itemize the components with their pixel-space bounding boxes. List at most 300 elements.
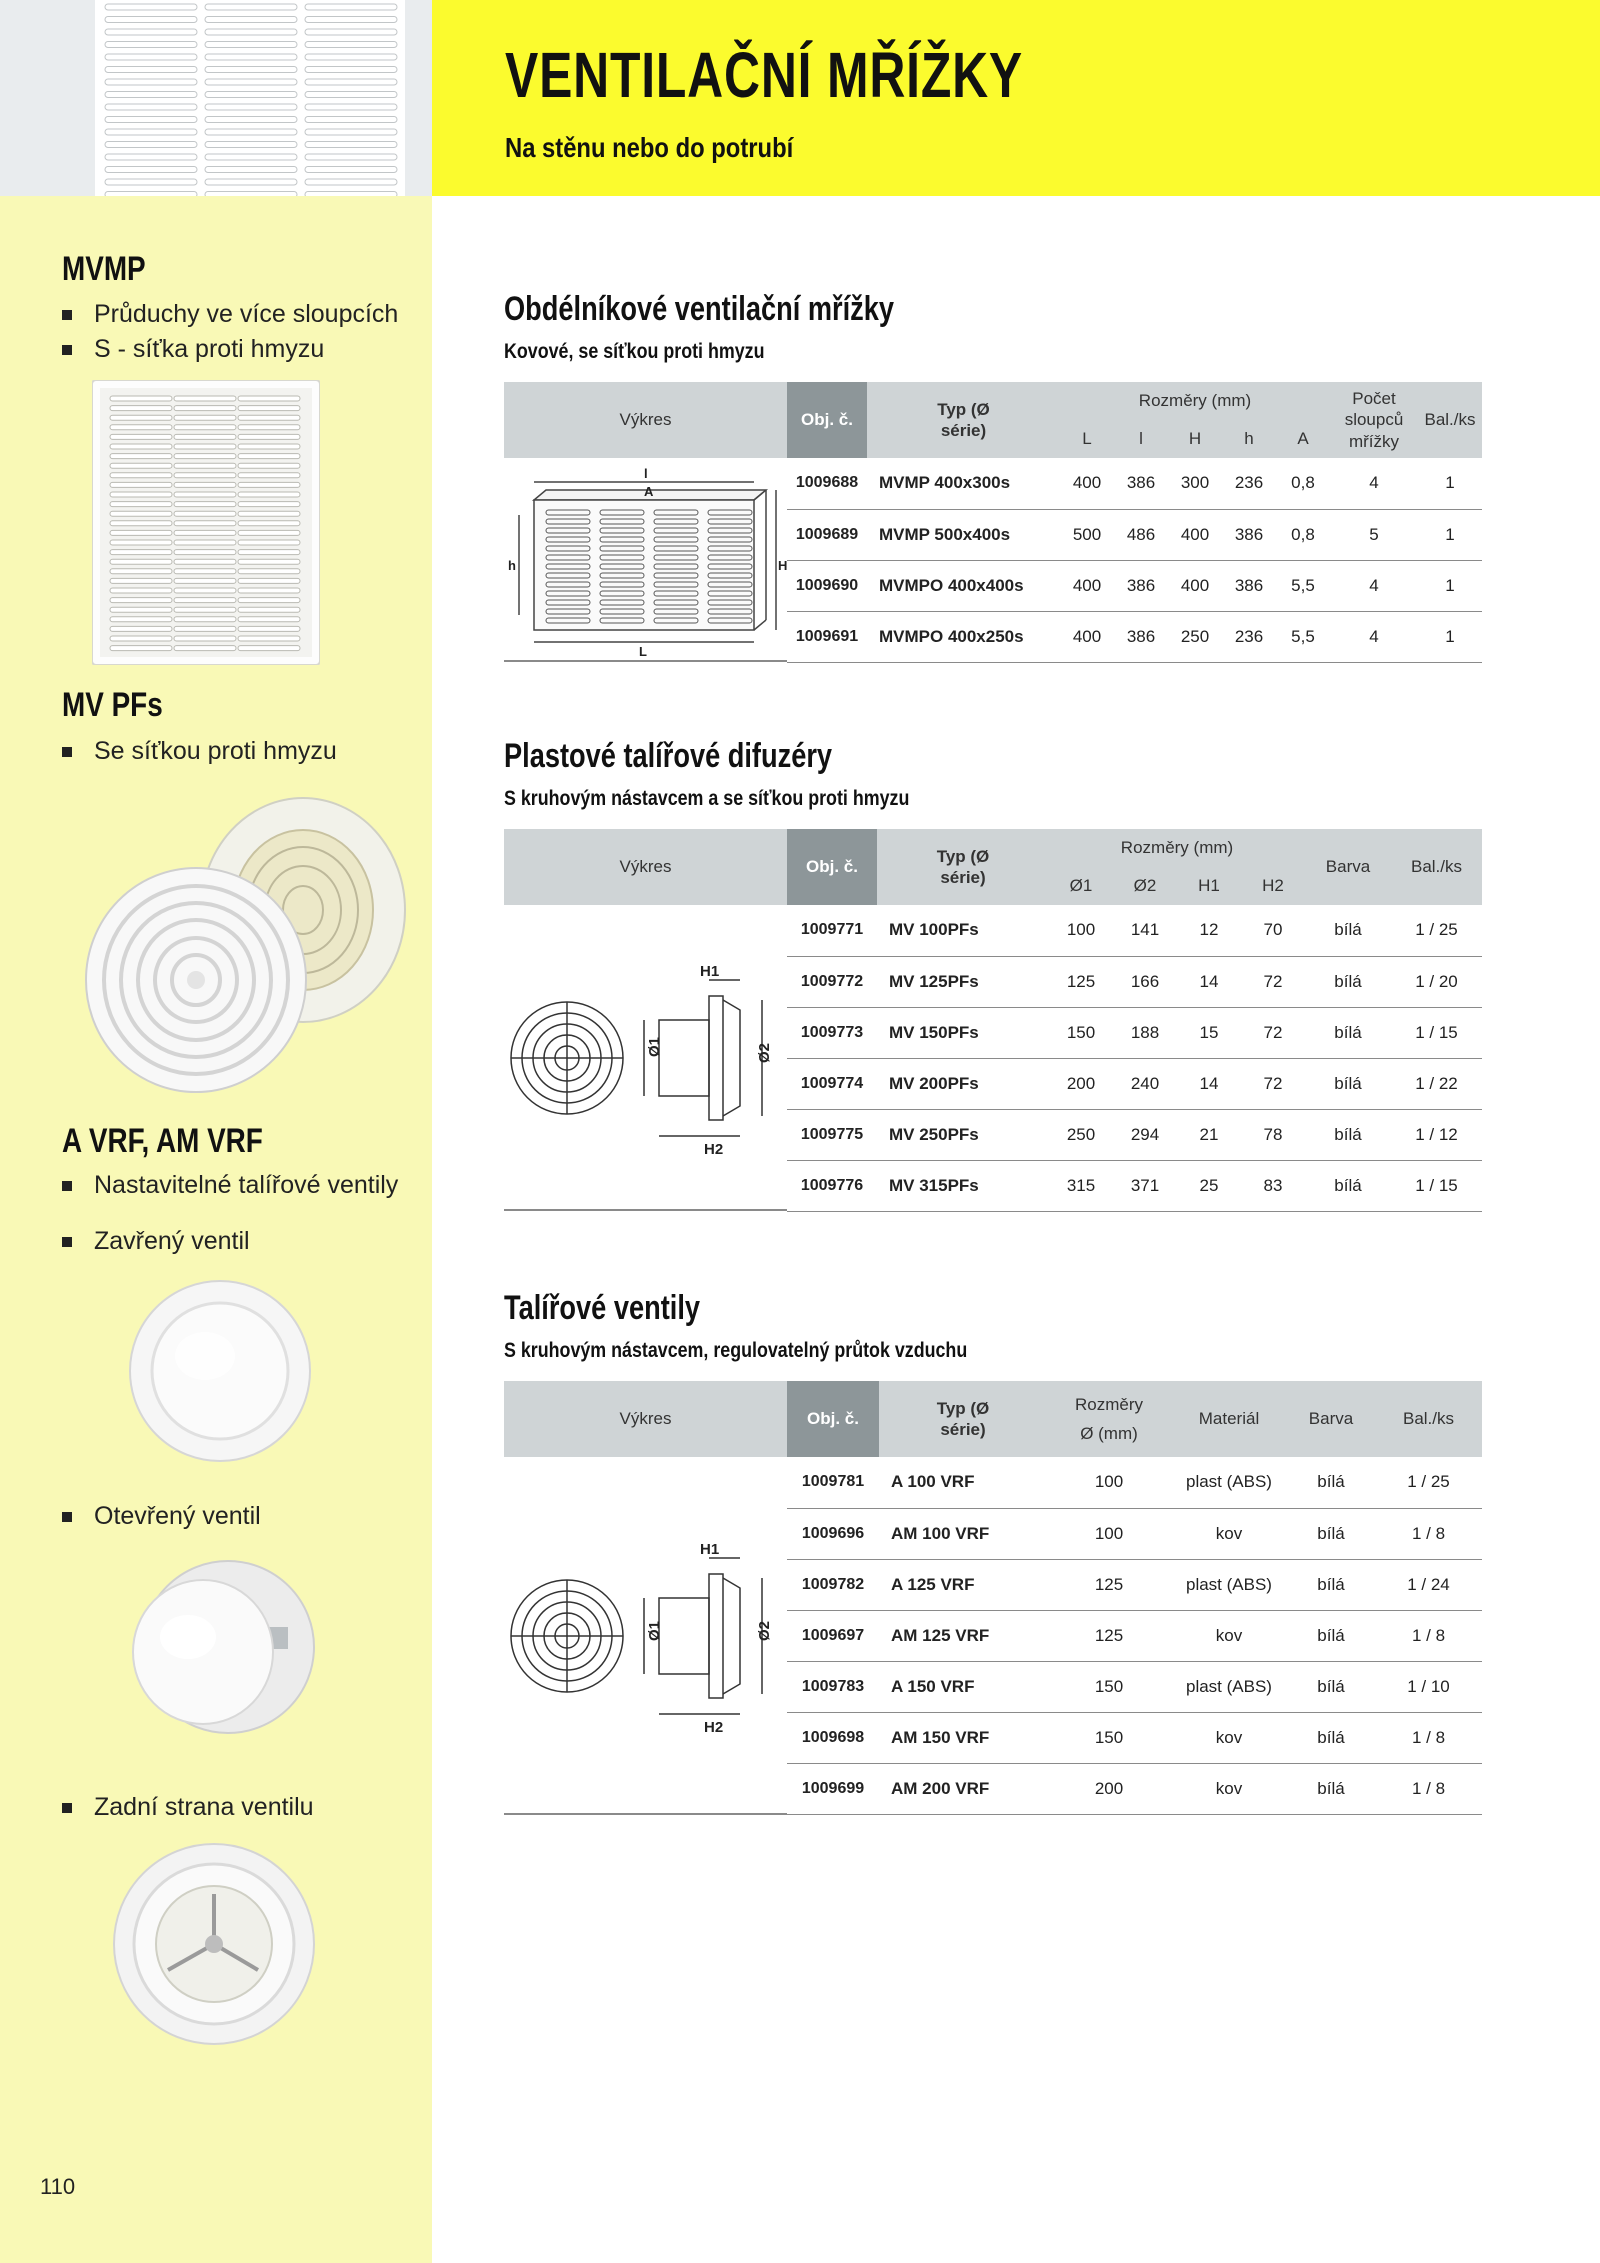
drawing-label-a: A [644,484,654,499]
cell-typ: A 150 VRF [879,1661,1047,1712]
cell-pack: 1 / 25 [1375,1457,1482,1508]
cell-color: bílá [1305,1109,1391,1160]
drawing-label-h: h [508,558,516,573]
cell-pack: 1 / 12 [1391,1109,1482,1160]
slat [238,396,300,401]
cell-dim: 500 [1060,509,1114,560]
cell-obj: 1009691 [787,611,867,662]
slat [305,179,397,185]
col-header-material: Materiál [1171,1381,1287,1457]
slat [105,29,197,35]
cell-dim: 188 [1113,1007,1177,1058]
slat [110,588,172,593]
slat [238,607,300,612]
cell-dim: 236 [1222,611,1276,662]
cell-dim: 83 [1241,1160,1305,1211]
drawing-label-h1: H1 [700,1540,720,1558]
col-header-obj: Obj. č. [787,1381,879,1457]
slat [105,129,197,135]
cell-material: plast (ABS) [1171,1661,1287,1712]
valve-drawing [504,1457,787,1814]
slat [238,550,300,555]
slat [305,142,397,148]
slat [205,17,297,23]
cell-cols: 4 [1330,560,1418,611]
slat [174,415,236,420]
cell-typ: MV 125PFs [877,956,1049,1007]
cell-typ: AM 100 VRF [879,1508,1047,1559]
col-header-drawing: Výkres [504,1381,787,1457]
cell-pack: 1 / 24 [1375,1559,1482,1610]
col-header-typ: Typ (Ø série) [867,382,1060,458]
slat [110,626,172,631]
cell-pack: 1 / 15 [1391,1160,1482,1211]
col-header-cols: Počet sloupců mřížky [1330,382,1418,458]
table-row [504,1457,1482,1508]
slat [174,636,236,641]
section-title-valves: Talířové ventily [504,1289,701,1327]
cell-dim: 386 [1222,560,1276,611]
slat [174,598,236,603]
cell-dim: 21 [1177,1109,1241,1160]
slat [238,492,300,497]
slat [238,406,300,411]
slat [174,530,236,535]
cell-color: bílá [1287,1457,1375,1508]
col-header-dims: Rozměry (mm) [1049,829,1305,867]
slat [238,626,300,631]
drawing-label-hh: H [778,558,787,573]
slat [110,415,172,420]
slat [238,502,300,507]
cell-dim: 315 [1049,1160,1113,1211]
slat [238,511,300,516]
valve-back-photo [108,1842,320,2052]
cell-color: bílá [1305,1007,1391,1058]
cell-typ: MV 150PFs [877,1007,1049,1058]
slat [174,550,236,555]
slat [305,67,397,73]
bullet-square-icon [62,345,72,355]
slat [238,646,300,651]
slat [105,4,197,10]
cell-dim: 294 [1113,1109,1177,1160]
slat [110,502,172,507]
cell-dim: 14 [1177,1058,1241,1109]
cell-material: plast (ABS) [1171,1457,1287,1508]
cell-material: kov [1171,1610,1287,1661]
cell-pack: 1 / 8 [1375,1508,1482,1559]
slat [110,454,172,459]
diffuser-photo [78,790,408,1105]
col-header-pack: Bal./ks [1391,829,1482,905]
cell-obj: 1009688 [787,458,867,509]
cell-dim: 12 [1177,905,1241,956]
diffusers-table [504,829,1482,1212]
slat [238,636,300,641]
cell-pack: 1 / 8 [1375,1610,1482,1661]
section-subtitle-grilles: Kovové, se síťkou proti hmyzu [504,340,765,363]
cell-dim: 5,5 [1276,560,1330,611]
cell-typ: MVMP 400x300s [867,458,1060,509]
cell-dim: 5,5 [1276,611,1330,662]
slat [305,42,397,48]
slat [174,434,236,439]
slat [174,492,236,497]
cell-dim: 70 [1241,905,1305,956]
col-header-drawing: Výkres [504,382,787,458]
slat [174,521,236,526]
sidebar-bullet: Nastavitelné talířové ventily [62,1171,398,1200]
slat [238,588,300,593]
cell-obj: 1009775 [787,1109,877,1160]
col-header-dim: H2 [1241,867,1305,905]
slat [238,569,300,574]
bullet-square-icon [62,1237,72,1247]
slat [174,588,236,593]
slat [238,540,300,545]
cell-dim: 150 [1047,1661,1171,1712]
slat [305,129,397,135]
page-subtitle: Na stěnu nebo do potrubí [505,132,794,163]
section-title-diffusers: Plastové talířové difuzéry [504,737,833,775]
slat [238,454,300,459]
cell-pack: 1 / 22 [1391,1058,1482,1109]
cell-dim: 250 [1168,611,1222,662]
slat [305,79,397,85]
slat [174,559,236,564]
col-header-dim: h [1222,420,1276,458]
cell-dim: 25 [1177,1160,1241,1211]
sidebar-heading-mvmp: MVMP [62,250,146,288]
slat [205,54,297,60]
slat [238,559,300,564]
slat [105,42,197,48]
slat [205,42,297,48]
cell-dim: 166 [1113,956,1177,1007]
cell-obj: 1009697 [787,1610,879,1661]
cell-material: plast (ABS) [1171,1559,1287,1610]
slat [174,569,236,574]
slat [238,617,300,622]
cell-dim: 386 [1114,611,1168,662]
cell-dim: 72 [1241,956,1305,1007]
slat [105,179,197,185]
slat [174,454,236,459]
slat [174,646,236,651]
cell-dim: 386 [1114,458,1168,509]
cell-cols: 4 [1330,611,1418,662]
sidebar-bullet: Průduchy ve více sloupcích [62,300,398,329]
slat [205,117,297,123]
slat [305,17,397,23]
slat [174,425,236,430]
cell-obj: 1009783 [787,1661,879,1712]
cell-color: bílá [1305,956,1391,1007]
slat [238,473,300,478]
slat [110,492,172,497]
slat [205,79,297,85]
slat [205,92,297,98]
sidebar-bullet: S - síťka proti hmyzu [62,335,324,364]
slat [205,179,297,185]
slat [174,444,236,449]
drawing-label-l: l [644,466,648,481]
drawing-label-d2: Ø2 [756,1620,773,1641]
cell-pack: 1 / 20 [1391,956,1482,1007]
section-title-grilles: Obdélníkové ventilační mřížky [504,290,895,328]
slat [105,67,197,73]
col-header-color: Barva [1305,829,1391,905]
cell-dim: 72 [1241,1007,1305,1058]
cell-color: bílá [1305,1160,1391,1211]
page-title: VENTILAČNÍ MŘÍŽKY [505,39,1023,111]
slat [105,154,197,160]
cell-dim: 240 [1113,1058,1177,1109]
cell-dim: 125 [1047,1559,1171,1610]
cell-dim: 125 [1047,1610,1171,1661]
slat [238,530,300,535]
slat [174,511,236,516]
slat [110,550,172,555]
cell-dim: 386 [1114,560,1168,611]
cell-color: bílá [1287,1763,1375,1814]
bullet-square-icon [62,1181,72,1191]
slat [110,598,172,603]
closed-valve-photo [125,1276,315,1471]
col-header-drawing: Výkres [504,829,787,905]
cell-dim: 150 [1049,1007,1113,1058]
cell-pack: 1 / 8 [1375,1712,1482,1763]
cell-obj: 1009774 [787,1058,877,1109]
cell-dim: 15 [1177,1007,1241,1058]
slat [174,473,236,478]
cell-dim: 400 [1060,458,1114,509]
cell-dim: 300 [1168,458,1222,509]
cell-obj: 1009696 [787,1508,879,1559]
sidebar-bullet: Zadní strana ventilu [62,1793,314,1822]
drawing-label-h1: H1 [700,963,720,980]
cell-dim: 78 [1241,1109,1305,1160]
slat [305,29,397,35]
slat [305,104,397,110]
cell-material: kov [1171,1508,1287,1559]
cell-typ: A 100 VRF [879,1457,1047,1508]
slat [110,521,172,526]
slat [110,511,172,516]
slat [205,142,297,148]
slat [105,117,197,123]
cell-dim: 400 [1060,560,1114,611]
cell-obj: 1009689 [787,509,867,560]
slat [174,396,236,401]
col-header-dim: A [1276,420,1330,458]
col-header-dim: H [1168,420,1222,458]
slat [110,473,172,478]
slat [110,530,172,535]
cell-obj: 1009781 [787,1457,879,1508]
slat [205,67,297,73]
cell-dim: 486 [1114,509,1168,560]
slat [305,4,397,10]
slat [110,559,172,564]
cell-color: bílá [1287,1610,1375,1661]
slat [238,463,300,468]
cell-dim: 386 [1222,509,1276,560]
drawing-label-d1: Ø1 [646,1620,663,1641]
table-row [504,905,1482,956]
drawing-label-d2: Ø2 [756,1042,773,1063]
col-header-dim: L [1060,420,1114,458]
cell-pack: 1 / 25 [1391,905,1482,956]
cell-pack: 1 / 15 [1391,1007,1482,1058]
sidebar-heading-vrf: A VRF, AM VRF [62,1122,263,1160]
table-rule [504,1813,787,1815]
cell-color: bílá [1305,1058,1391,1109]
slat [174,578,236,583]
grilles-table [504,382,1482,663]
cell-obj: 1009772 [787,956,877,1007]
slat [105,92,197,98]
slat [205,104,297,110]
slat [110,482,172,487]
slat [110,434,172,439]
section-subtitle-diffusers: S kruhovým nástavcem a se síťkou proti hmyzu [504,787,910,810]
cell-dim: 400 [1168,509,1222,560]
slat [105,167,197,173]
cell-color: bílá [1287,1661,1375,1712]
bullet-square-icon [62,1803,72,1813]
slat [205,129,297,135]
cell-dim: 14 [1177,956,1241,1007]
cell-dim: 200 [1047,1763,1171,1814]
drawing-label-h2: H2 [704,1718,724,1736]
table-row [504,458,1482,509]
col-header-dim: Ø2 [1113,867,1177,905]
grille-drawing [504,458,787,662]
slat [238,434,300,439]
slat [110,425,172,430]
slat [174,463,236,468]
cell-typ: AM 150 VRF [879,1712,1047,1763]
col-header-pack: Bal./ks [1418,382,1482,458]
cell-typ: AM 125 VRF [879,1610,1047,1661]
slat [305,154,397,160]
col-header-color: Barva [1287,1381,1375,1457]
slat [238,444,300,449]
cell-dim: 0,8 [1276,509,1330,560]
cell-color: bílá [1287,1712,1375,1763]
table-rule [504,660,787,662]
cell-typ: AM 200 VRF [879,1763,1047,1814]
slat [205,167,297,173]
slat [174,406,236,411]
slat [110,617,172,622]
col-header-typ: Typ (Ø série) [877,829,1049,905]
col-header-dim: l [1114,420,1168,458]
col-header-obj: Obj. č. [787,829,877,905]
sidebar-bullet: Se síťkou proti hmyzu [62,737,337,766]
slat [305,92,397,98]
cell-typ: A 125 VRF [879,1559,1047,1610]
slat [174,540,236,545]
cell-pack: 1 [1418,509,1482,560]
cell-dim: 100 [1049,905,1113,956]
slat [238,482,300,487]
col-header-obj: Obj. č. [787,382,867,458]
slat [305,117,397,123]
cell-typ: MVMPO 400x400s [867,560,1060,611]
bullet-square-icon [62,1512,72,1522]
cell-obj: 1009776 [787,1160,877,1211]
cell-obj: 1009773 [787,1007,877,1058]
slat [174,617,236,622]
slat [105,17,197,23]
drawing-label-h2: H2 [704,1141,724,1158]
cell-pack: 1 [1418,458,1482,509]
cell-material: kov [1171,1763,1287,1814]
cell-dim: 236 [1222,458,1276,509]
page-number: 110 [40,2174,76,2199]
open-valve-photo [118,1557,318,1742]
cell-typ: MV 315PFs [877,1160,1049,1211]
slat [105,54,197,60]
drawing-label-d1: Ø1 [646,1036,663,1057]
valves-table [504,1381,1482,1815]
slat [205,29,297,35]
slat [110,607,172,612]
col-header-dim: Ø1 [1049,867,1113,905]
cell-dim: 125 [1049,956,1113,1007]
sidebar-bullet: Zavřený ventil [62,1227,250,1256]
cell-pack: 1 [1418,560,1482,611]
slat [110,646,172,651]
cell-obj: 1009690 [787,560,867,611]
slat [305,54,397,60]
cell-dim: 141 [1113,905,1177,956]
cell-obj: 1009782 [787,1559,879,1610]
cell-typ: MV 100PFs [877,905,1049,956]
col-header-dims: Rozměry Ø (mm) [1047,1381,1171,1457]
cell-dim: 250 [1049,1109,1113,1160]
col-header-pack: Bal./ks [1375,1381,1482,1457]
diffuser-drawing [504,905,787,1211]
slat [110,636,172,641]
cell-dim: 400 [1168,560,1222,611]
bullet-square-icon [62,747,72,757]
cell-dim: 200 [1049,1058,1113,1109]
slat [105,104,197,110]
col-header-dim: H1 [1177,867,1241,905]
cell-obj: 1009699 [787,1763,879,1814]
slat [205,4,297,10]
cell-dim: 72 [1241,1058,1305,1109]
cell-pack: 1 [1418,611,1482,662]
slat [305,167,397,173]
cell-pack: 1 / 10 [1375,1661,1482,1712]
cell-typ: MV 250PFs [877,1109,1049,1160]
slat [110,406,172,411]
col-header-dims: Rozměry (mm) [1060,382,1330,420]
table-rule [504,1209,787,1211]
col-header-typ: Typ (Ø série) [879,1381,1047,1457]
drawing-label-ll: L [639,644,647,659]
cell-obj: 1009698 [787,1712,879,1763]
slat [110,578,172,583]
cell-pack: 1 / 8 [1375,1763,1482,1814]
slat [110,444,172,449]
slat [105,79,197,85]
